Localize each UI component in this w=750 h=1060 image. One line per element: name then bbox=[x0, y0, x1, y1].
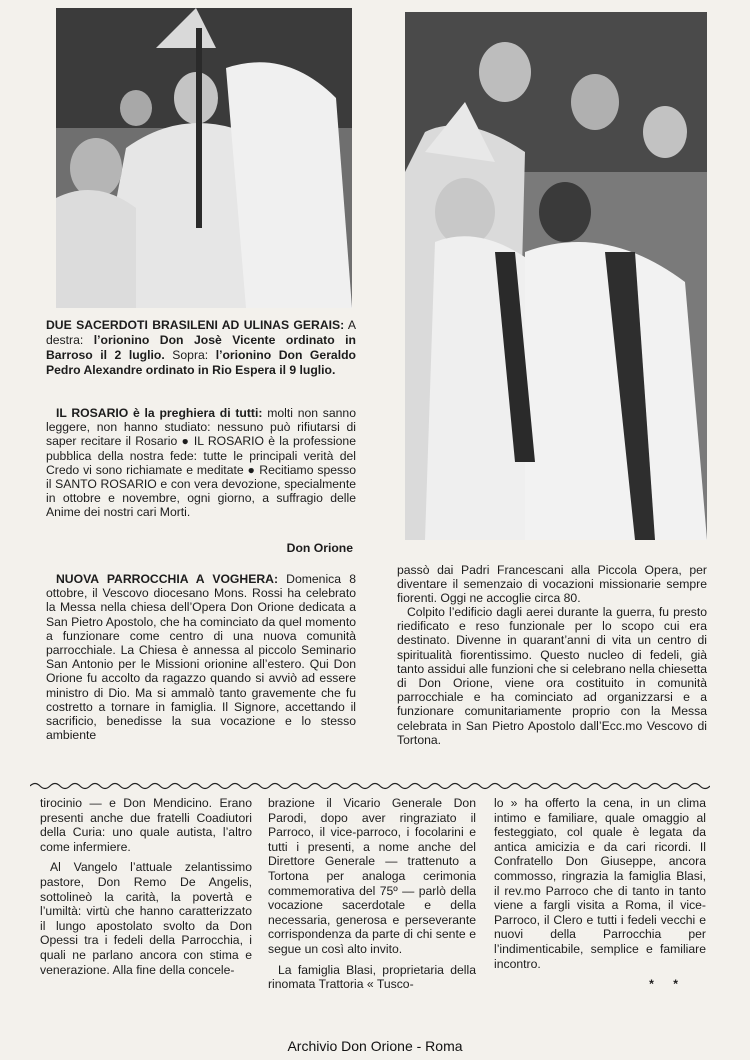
col3-paragraph-1: lo » ha offerto la cena, in un clima intimo e familiare, quale omaggio al festeggiato, col quale è legata da antica amicizia e da cari ricordi. Il Confratello Don Giuseppe, ancora commosso, ringrazia la famiglia Blasi, il rev.mo Parroco che di tanto in tanto viene a fargli visita a Roma, il vice-Parroco, il Clero e tutti i fedeli vecchi e nuovi della Parrocchia per l’indimenticabile, semplice e familiare incontro. bbox=[494, 796, 706, 971]
caption-text-2: Sopra: bbox=[164, 348, 216, 362]
col1-paragraph-1: tirocinio — e Don Mendicino. Erano presenti anche due fratelli Coadiutori della Curia: uno quale autista, l’altro come infermiere. bbox=[40, 796, 252, 854]
nuova-parrocchia-paragraph bbox=[46, 572, 356, 742]
col2-paragraph-1: brazione il Vicario Generale Don Parodi, dopo aver ringraziato il Parroco, il vice-parroco, i focolarini e tutti i presenti, a nome anche del Direttore Generale — trattenuto a Tortona per analoga cerimonia commemorativa del 75º — parlò della vocazione sacerdotale e della necessaria, generosa e perseverante corrispondenza da parte di chi sente e segue un così alto invito. bbox=[268, 796, 476, 956]
right-column-paragraph-1: passò dai Padri Francescani alla Piccola Opera, per diventare il semenzaio di vocazioni missionarie sempre fiorenti. Oggi ne accoglie circa 80. bbox=[397, 563, 707, 606]
rosario-body: molti non sanno leggere, non hanno studiato: nessuno può rifiutarsi di saper recitare il Rosario ● IL ROSARIO è la professione pubblica della nostra fede: tutte le principali verità del Credo vi sono richiamate e meditate ● Recitiamo spesso il SANTO ROSARIO e con vera devozione, specialmente in ottobre e novembre, ogni giorno, a suffragio delle Anime dei nostri cari Morti. bbox=[46, 406, 356, 520]
bottom-column-2 bbox=[268, 796, 476, 998]
caption-bold-1: l’orionino Don Josè Vicente ordinato in Barroso il 2 luglio. bbox=[46, 333, 356, 362]
photo-ordination-barroso bbox=[405, 12, 707, 540]
caption-bold-2: l’orionino Don Geraldo Pedro Alexandre ordinato in Rio Espera il 9 luglio. bbox=[46, 348, 356, 377]
photo-ordination-rio-espera-image bbox=[56, 8, 352, 308]
rosario-paragraph bbox=[46, 406, 356, 520]
nuova-body: Domenica 8 ottobre, il Vescovo diocesano Mons. Rossi ha celebrato la Messa nella chiesa dell’Opera Don Orione dedicata a San Pietro Apostolo, che ha cominciato da quel momento a funzionare come centro di una nuova comunità parrocchiale. La Chiesa è annessa al piccolo Seminario San Antonio per le Missioni orionine all’estero. Qui Don Orione fu accolto da ragazzo quando si avviò ad essere ministro di Dio. Ma si ammalò tanto gravemente che fu costretto a tornare in famiglia. Il Signore, accettando il sacrificio, benedisse la sua vocazione e lo stesso ambiente bbox=[46, 572, 356, 743]
bottom-column-1 bbox=[40, 796, 252, 983]
caption-text-1: A destra: bbox=[46, 318, 357, 347]
photo-caption bbox=[46, 318, 356, 378]
col2-paragraph-2: La famiglia Blasi, proprietaria della rinomata Trattoria « Tusco- bbox=[268, 962, 476, 992]
right-column-paragraph-2: Colpito l’edificio dagli aerei durante la guerra, fu presto riedificato e reso funzionale per lo scopo cui era destinato. Divenne in quarant’anni di vita un centro di spiritualità fiorentissimo. Questo nucleo di fedeli, già tanto assidui alle funzioni che si celebrano nella chiesetta di Don Orione, viene ora costituito in comunità parrocchiale e ha cominciato ad organizzarsi e a funzionare comunitariamente proprio con la Messa celebrata in San Pietro Apostolo dall’Ecc.mo Vescovo di Tortona. bbox=[397, 605, 707, 747]
archive-footer: Archivio Don Orione - Roma bbox=[287, 1038, 463, 1054]
rosario-heading: IL ROSARIO è la preghiera di tutti: bbox=[56, 406, 263, 420]
rosario-signature: Don Orione bbox=[286, 541, 353, 555]
closing-stars: * * bbox=[649, 977, 686, 992]
caption-heading: DUE SACERDOTI BRASILENI AD ULINAS GERAIS: bbox=[46, 318, 345, 332]
wavy-divider bbox=[30, 778, 710, 788]
photo-ordination-rio-espera bbox=[56, 8, 352, 308]
nuova-heading: NUOVA PARROCCHIA A VOGHERA: bbox=[56, 572, 278, 586]
col1-paragraph-2: Al Vangelo l’attuale zelantissimo pastore, Don Remo De Angelis, sottolineò la carità, la povertà e l’umiltà: virtù che hanno caratterizzato il lungo apostolato svolto da Don Opessi tra i fedeli della Parrocchia, i quali ne parlano ancora con stima e venerazione. Alla fine della concele- bbox=[40, 860, 252, 977]
bottom-column-3 bbox=[494, 796, 706, 998]
photo-ordination-barroso-image bbox=[405, 12, 707, 540]
